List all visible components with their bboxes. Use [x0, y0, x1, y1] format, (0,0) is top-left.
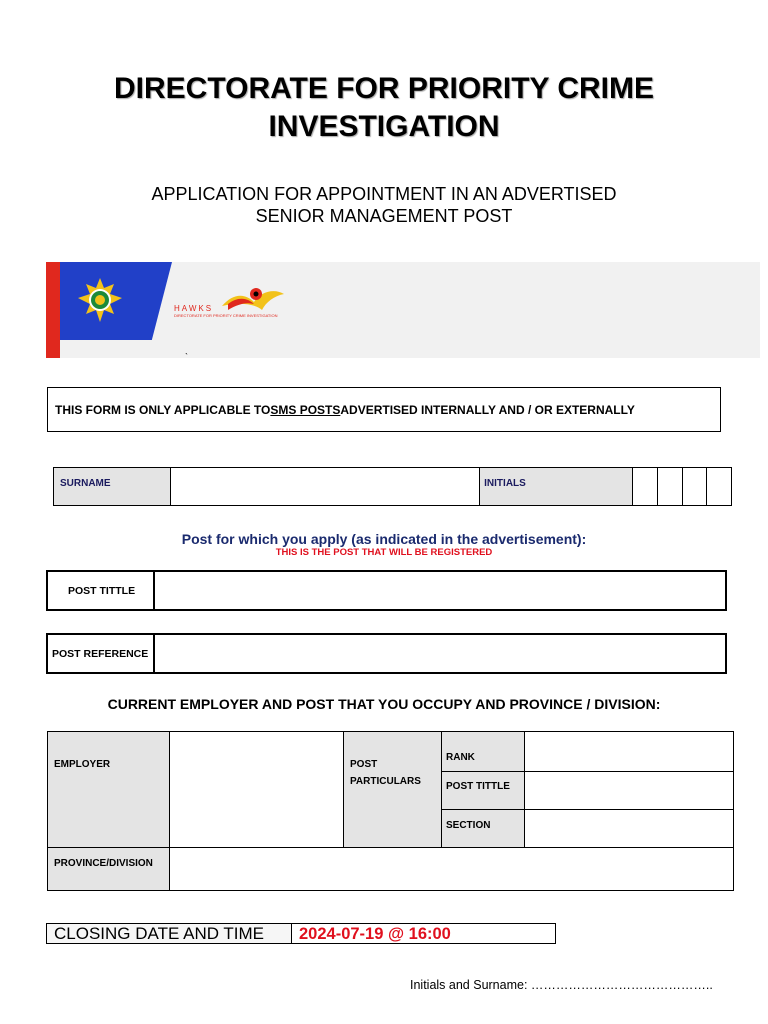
subtitle-line-2: SENIOR MANAGEMENT POST [255, 206, 513, 226]
post-particulars-cell [344, 732, 442, 848]
post-title-field[interactable] [155, 572, 725, 609]
current-post-title-label: POST TITTLE [446, 781, 510, 792]
initials-box-2[interactable] [658, 468, 683, 506]
post-title-row [46, 570, 727, 611]
closing-date-row [46, 923, 556, 944]
hawks-wordmark: HAWKS [174, 304, 214, 313]
notice-suffix: ADVERTISED INTERNALLY AND / OR EXTERNALLY [340, 402, 635, 417]
initials-box-3[interactable] [682, 468, 707, 506]
apply-section-title: Post for which you apply (as indicated in the advertisement): [181, 531, 587, 547]
banner-red-stripe [46, 262, 60, 358]
title-line-1: DIRECTORATE FOR PRIORITY CRIME [113, 72, 655, 105]
rank-label-cell [442, 732, 525, 772]
stray-mark: ` [185, 352, 188, 362]
rank-field[interactable] [525, 732, 734, 772]
notice-prefix: THIS FORM IS ONLY APPLICABLE TO [55, 402, 271, 417]
apply-section-note: THIS IS THE POST THAT WILL BE REGISTERED [275, 547, 493, 558]
rank-label: RANK [446, 752, 475, 763]
title-line-2: INVESTIGATION [268, 110, 500, 143]
initials-surname-line[interactable]: Initials and Surname: …………………………………….. [410, 978, 713, 992]
notice-underlined: SMS POSTS [270, 402, 341, 417]
province-label-cell [48, 848, 170, 891]
closing-date-value: 2024-07-19 @ 16:00 [299, 925, 451, 943]
saps-star-emblem-icon [76, 276, 124, 324]
section-label: SECTION [446, 820, 491, 831]
post-particulars-line-2: PARTICULARS [350, 776, 421, 787]
current-post-title-field[interactable] [525, 772, 734, 810]
current-employer-table [47, 731, 734, 891]
surname-label: SURNAME [60, 478, 111, 489]
employer-label-cell [48, 732, 170, 848]
employer-label: EMPLOYER [54, 759, 111, 770]
province-field[interactable] [170, 848, 734, 891]
employer-field[interactable] [170, 732, 344, 848]
closing-date-label: CLOSING DATE AND TIME [47, 924, 292, 943]
sms-notice-box [47, 387, 721, 432]
initials-label-cell [480, 468, 633, 506]
post-title-label: POST TITTLE [48, 572, 155, 609]
post-reference-field[interactable] [155, 635, 725, 672]
section-field[interactable] [525, 810, 734, 848]
current-post-title-label-cell [442, 772, 525, 810]
initials-box-1[interactable] [633, 468, 658, 506]
page-subtitle [40, 183, 728, 227]
section-label-cell [442, 810, 525, 848]
surname-label-cell [54, 468, 171, 506]
subtitle-line-1: APPLICATION FOR APPOINTMENT IN AN ADVERTISED [151, 184, 617, 204]
name-table [53, 467, 732, 506]
initials-label: INITIALS [484, 478, 526, 489]
hawks-tagline: DIRECTORATE FOR PRIORITY CRIME INVESTIGATION [174, 313, 278, 318]
initials-box-4[interactable] [707, 468, 732, 506]
post-particulars-line-1: POST [350, 759, 378, 770]
surname-field[interactable] [171, 468, 480, 506]
province-label: PROVINCE/DIVISION [54, 858, 153, 869]
page-title [40, 70, 728, 146]
post-reference-row [46, 633, 727, 674]
post-reference-label: POST REFERENCE [48, 635, 155, 672]
current-employer-title: CURRENT EMPLOYER AND POST THAT YOU OCCUPY AND PROVINCE / DIVISION: [107, 696, 661, 712]
